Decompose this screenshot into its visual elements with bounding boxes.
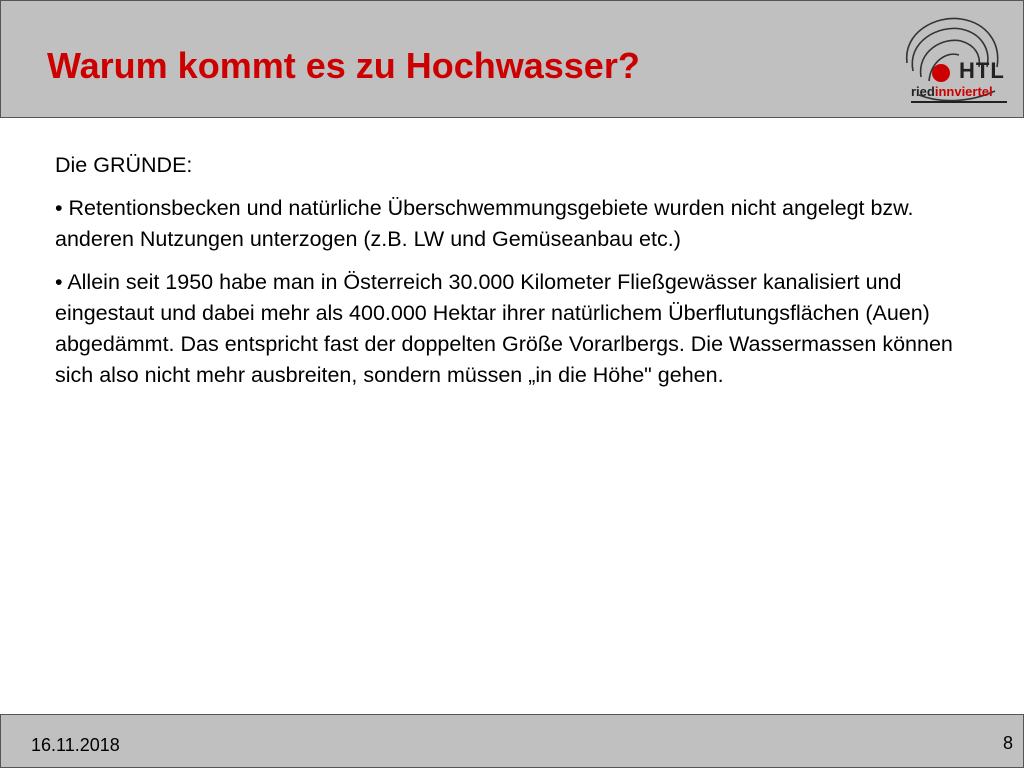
footer-band xyxy=(0,714,1024,768)
page-number: 8 xyxy=(1002,733,1013,753)
slide-title: Warum kommt es zu Hochwasser? xyxy=(47,45,640,86)
htl-logo xyxy=(899,11,1011,109)
logo-underline xyxy=(911,101,1007,103)
logo-place-part1: ried xyxy=(911,84,935,99)
logo-htl-text: HTL xyxy=(959,58,1005,83)
content-heading: Die GRÜNDE: xyxy=(55,153,193,177)
logo-place-text xyxy=(911,85,993,99)
bullet-retention: • Retentionsbecken und natürliche Überschwemmungsgebiete wurden nicht angelegt bzw. anderen Nutzungen unterzogen (z.B. LW und Gemüseanbau etc.) xyxy=(55,196,914,251)
footer-date: 16.11.2018 xyxy=(31,735,120,755)
slide-content xyxy=(55,150,975,403)
header-band xyxy=(0,0,1024,118)
bullet-austria-rivers: • Allein seit 1950 habe man in Österreich 30.000 Kilometer Fließgewässer kanalisiert und eingestaut und dabei mehr als 400.000 Hektar ihrer natürlichem Überflutungsflächen (Auen) abgedämmt. Das entspricht fast der doppelten Größe Vorarlbergs. Die Wassermassen können sich also nicht mehr ausbreiten, sondern müssen „in die Höhe" gehen. xyxy=(55,270,953,387)
logo-place-part2: innviertel xyxy=(934,84,993,99)
